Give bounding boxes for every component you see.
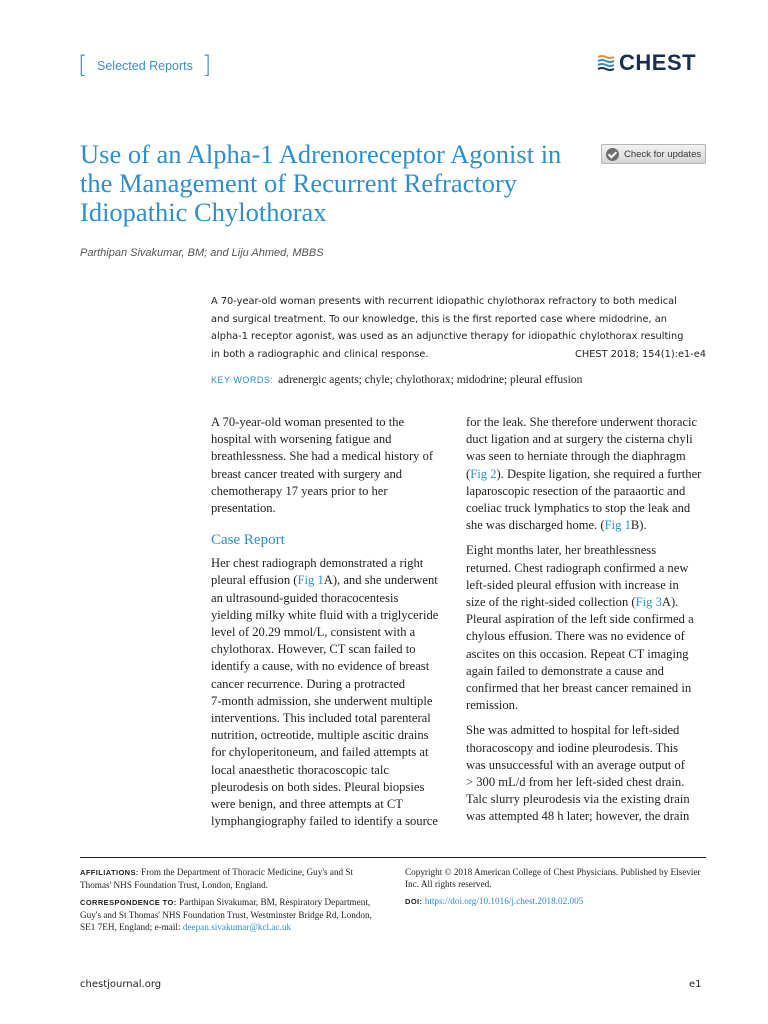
- abstract-line: and surgical treatment. To our knowledge, this is the first reported case where midodrine, an: [211, 313, 667, 325]
- affiliations: [80, 866, 380, 891]
- chest-logo-mark-icon: [597, 54, 617, 72]
- text-line: coeliac truck lymphatics to stop the leak and: [466, 501, 691, 516]
- abstract-line: A 70-year-old woman presents with recurrent idiopathic chylothorax refractory to both medical: [211, 296, 677, 307]
- text-line: was seen to herniate through the diaphragm: [466, 449, 686, 464]
- text-line: were benign, and three attempts at CT: [211, 797, 403, 812]
- figure-link-fig3[interactable]: Fig 3: [635, 595, 662, 610]
- check-for-updates-label: Check for updates: [624, 148, 702, 160]
- text-line: chylous effusion. There was no evidence of: [466, 629, 685, 644]
- affiliations-text: From the Department of Thoracic Medicine, Guy's and St Thomas' NHS Foundation Trust, London, England.: [80, 867, 354, 890]
- text-line: [211, 572, 451, 589]
- author-list: Parthipan Sivakumar, BM; and Liju Ahmed, MBBS: [80, 247, 324, 259]
- text-line: cancer recurrence. During a protracted: [211, 676, 406, 691]
- text-line: [466, 466, 706, 483]
- text-line: Pleural aspiration of the left side confirmed a: [466, 612, 694, 627]
- citation: CHEST 2018; 154(1):e1-e4: [575, 348, 706, 360]
- text-line: [466, 594, 706, 611]
- correspondence-text: Parthipan Sivakumar, BM, Respiratory Department, Guy's and St Thomas' NHS Foundation Trust, Westminster Bridge Rd, London, SE1 7EH, England; e-mail:: [80, 897, 372, 932]
- figure-link-fig1[interactable]: Fig 1: [604, 518, 631, 533]
- text-line: returned. Chest radiograph confirmed a new: [466, 560, 689, 575]
- figure-link-fig2[interactable]: Fig 2: [470, 466, 497, 481]
- text-line: hospital with worsening fatigue and: [211, 432, 392, 447]
- copyright: Copyright © 2018 American College of Chest Physicians. Published by Elsevier Inc. All rights reserved.: [405, 867, 701, 889]
- section-heading-case-report: Case Report: [211, 532, 285, 549]
- text-fragment: A).: [661, 595, 679, 610]
- text-fragment: (: [466, 466, 471, 481]
- text-line: 7-month admission, she underwent multiple: [211, 693, 433, 708]
- correspondence-email-link[interactable]: deepan.sivakumar@kcl.ac.uk: [182, 922, 292, 932]
- text-line: local anaesthetic thoracoscopic talc: [211, 762, 389, 777]
- doi: [405, 895, 706, 908]
- keywords-text: adrenergic agents; chyle; chylothorax; midodrine; pleural effusion: [278, 374, 583, 386]
- text-line: > 300 mL/d from her left-sided chest drain.: [466, 775, 685, 790]
- text-line: A 70-year-old woman presented to the: [211, 415, 405, 429]
- check-circle-icon: [606, 148, 619, 161]
- text-fragment: B).: [630, 518, 647, 533]
- text-line: [466, 517, 706, 534]
- text-line: interventions. This included total parenteral: [211, 711, 431, 726]
- affiliations-label: AFFILIATIONS:: [80, 868, 139, 877]
- text-line: for the leak. She therefore underwent thoracic: [466, 415, 698, 429]
- check-for-updates-button[interactable]: [601, 144, 706, 164]
- body-column-left: [211, 414, 451, 838]
- text-line: She was admitted to hospital for left-sided: [466, 723, 680, 738]
- text-line: Talc slurry pleurodesis via the existing drain: [466, 792, 690, 807]
- text-line: Her chest radiograph demonstrated a right: [211, 556, 424, 571]
- article-title: Use of an Alpha-1 Adrenoreceptor Agonist in the Management of Recurrent Refractory Idiopathic Chylothorax: [80, 139, 562, 227]
- text-line: again failed to demonstrate a cause and: [466, 663, 664, 678]
- text-fragment: A), and she underwent: [323, 573, 438, 588]
- text-line: was unsuccessful with an average output of: [466, 757, 685, 772]
- chest-logo[interactable]: [597, 50, 707, 76]
- text-line: was attempted 48 h later; however, the drain: [466, 809, 690, 824]
- surgery-paragraph: [466, 414, 706, 534]
- doi-link[interactable]: https://doi.org/10.1016/j.chest.2018.02.005: [424, 896, 584, 906]
- doi-label: DOI:: [405, 897, 423, 906]
- text-line: duct ligation and at surgery the cisterna chyli: [466, 432, 693, 447]
- text-line: ascites on this occasion. Repeat CT imaging: [466, 646, 689, 661]
- abstract: [211, 293, 706, 363]
- text-line: yielding milky white fluid with a triglyceride: [211, 607, 439, 622]
- figure-link-fig1[interactable]: Fig 1: [297, 573, 324, 588]
- text-line: confirmed that her breast cancer remained in: [466, 681, 692, 696]
- recurrence-paragraph: [466, 542, 706, 714]
- abstract-line: alpha-1 receptor agonist, was used as an adjunctive therapy for idiopathic chylothorax resulting: [211, 331, 684, 342]
- text-line: laparoscopic resection of the paraaortic and: [466, 483, 686, 498]
- text-line: Eight months later, her breathlessness: [466, 543, 657, 558]
- text-fragment: size of the right-sided collection (: [466, 595, 636, 610]
- keywords: [211, 374, 706, 386]
- text-line: remission.: [466, 698, 519, 713]
- footnotes-left: [80, 866, 380, 938]
- pleurodesis-paragraph: [466, 722, 706, 825]
- footnote-divider: [80, 857, 706, 858]
- case-paragraph: [211, 555, 451, 830]
- text-line: thoracoscopy and iodine pleurodesis. This: [466, 740, 679, 755]
- abstract-line: in both a radiographic and clinical response.: [211, 348, 429, 360]
- text-line: nutrition, octreotide, multiple ascitic drains: [211, 728, 429, 743]
- text-line: presentation.: [211, 501, 276, 516]
- text-line: chylothorax. However, CT scan failed to: [211, 642, 416, 657]
- body-column-right: [466, 414, 706, 834]
- intro-paragraph: [211, 414, 451, 517]
- text-fragment: pleural effusion (: [211, 573, 298, 588]
- text-line: pleurodesis on both sides. Pleural biopsies: [211, 779, 425, 794]
- text-fragment: ). Despite ligation, she required a further: [496, 466, 702, 481]
- text-line: breathlessness. She had a medical history of: [211, 449, 434, 464]
- keywords-label: KEY WORDS:: [211, 375, 274, 385]
- journal-url[interactable]: chestjournal.org: [80, 979, 162, 990]
- text-fragment: she was discharged home. (: [466, 518, 605, 533]
- footnotes-right: [405, 866, 706, 913]
- correspondence-label: CORRESPONDENCE TO:: [80, 898, 177, 907]
- chest-logo-text: CHEST: [619, 50, 697, 75]
- text-line: breast cancer treated with surgery and: [211, 466, 403, 481]
- text-line: level of 20.29 mmol/L, consistent with a: [211, 625, 416, 640]
- text-line: for chyloperitoneum, and failed attempts at: [211, 745, 429, 760]
- header-bracket-open: [: [78, 51, 88, 79]
- text-line: left-sided pleural effusion with increase in: [466, 577, 679, 592]
- text-line: lymphangiography failed to identify a source: [211, 814, 438, 829]
- text-line: an ultrasound-guided thoracocentesis: [211, 590, 399, 605]
- page-number: e1: [689, 979, 702, 990]
- header-bracket-close: ]: [202, 51, 212, 79]
- text-line: chemotherapy 17 years prior to her: [211, 483, 388, 498]
- text-line: identify a cause, with no evidence of breast: [211, 659, 430, 674]
- section-label[interactable]: Selected Reports: [97, 59, 193, 73]
- correspondence: [80, 896, 380, 933]
